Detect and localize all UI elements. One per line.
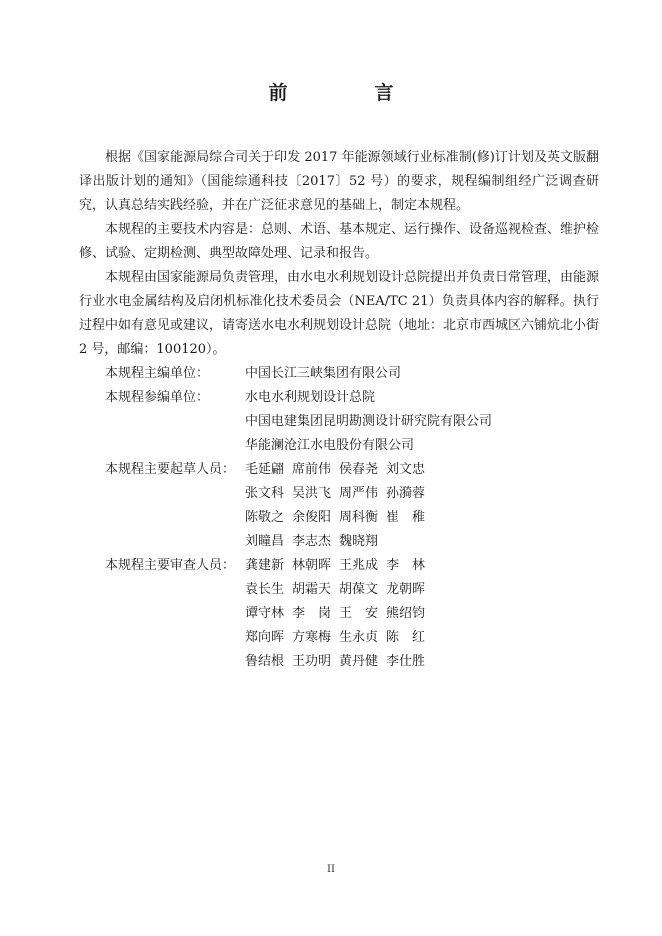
drafter-name: 孙漪蓉 [386, 486, 426, 501]
drafter-name: 余俊阳 [292, 510, 332, 525]
drafter-name: 魏晓翔 [339, 534, 379, 549]
reviewer-name: 龙朝晖 [386, 582, 426, 597]
reviewer-name: 熊绍钧 [386, 606, 426, 621]
drafters-section [79, 458, 599, 554]
drafter-name: 侯春尧 [339, 462, 379, 477]
reviewer-name: 王功明 [292, 654, 332, 669]
reviewers-label: 本规程主要审查人员： [105, 558, 236, 573]
drafter-name: 周科衡 [339, 510, 379, 525]
reviewer-name: 胡霜天 [292, 582, 332, 597]
reviewers-names [245, 554, 433, 674]
drafters-names [245, 458, 433, 554]
chief-editor-unit [79, 362, 599, 386]
chief-editor-units [245, 362, 401, 386]
participating-units [79, 386, 599, 458]
document-body [79, 146, 599, 674]
reviewer-name: 生永贞 [339, 630, 379, 645]
reviewers-section [79, 554, 599, 674]
drafter-name: 陈敬之 [245, 510, 285, 525]
drafters-label: 本规程主要起草人员： [105, 462, 236, 477]
drafter-name: 毛延翩 [245, 462, 285, 477]
reviewer-name: 谭守林 [245, 606, 285, 621]
reviewer-name: 鲁结根 [245, 654, 285, 669]
reviewer-name: 林朝晖 [292, 558, 332, 573]
page-title: 前 言 [268, 82, 428, 104]
drafter-name: 席前伟 [292, 462, 332, 477]
drafter-name: 周严伟 [339, 486, 379, 501]
drafter-name: 崔 稚 [386, 510, 426, 525]
reviewer-name: 黄丹健 [339, 654, 379, 669]
reviewer-name: 李 林 [386, 558, 426, 573]
participating-unit: 水电水利规划设计总院 [245, 390, 376, 405]
participating-units-label: 本规程参编单位： [105, 390, 210, 405]
reviewer-name: 袁长生 [245, 582, 285, 597]
reviewer-name: 王兆成 [339, 558, 379, 573]
drafter-name: 张文科 [245, 486, 285, 501]
drafter-name: 李志杰 [292, 534, 332, 549]
drafter-name: 刘瞳昌 [245, 534, 285, 549]
chief-editor-unit-name: 中国长江三峡集团有限公司 [245, 366, 402, 381]
reviewer-name: 陈 红 [386, 630, 426, 645]
page-number: II [327, 864, 335, 875]
reviewer-name: 王 安 [339, 606, 379, 621]
reviewer-name: 郑向晖 [245, 630, 285, 645]
reviewer-name: 胡葆文 [339, 582, 379, 597]
reviewer-name: 李 岗 [292, 606, 332, 621]
participating-unit: 中国电建集团昆明勘测设计研究院有限公司 [245, 414, 493, 429]
reviewer-name: 方寒梅 [292, 630, 332, 645]
drafter-name: 吴洪飞 [292, 486, 332, 501]
paragraph-technical-content: 本规程的主要技术内容是：总则、术语、基本规定、运行操作、设备巡视检查、维护检修、试验、定期检测、典型故障处理、记录和报告。 [79, 222, 600, 261]
chief-editor-label: 本规程主编单位： [105, 366, 210, 381]
participating-unit: 华能澜沧江水电股份有限公司 [245, 438, 415, 453]
participating-units-list [245, 386, 492, 458]
paragraph-basis: 根据《国家能源局综合司关于印发 2017 年能源领域行业标准制(修)订计划及英文版翻译出版计划的通知》（国能综通科技〔2017〕52 号）的要求，规程编制组经广泛调查研究，认真总结实践经验，并在广泛征求意见的基础上，制定本规程。 [79, 150, 599, 213]
drafter-name: 刘文忠 [386, 462, 426, 477]
reviewer-name: 李仕胜 [386, 654, 426, 669]
paragraph-management: 本规程由国家能源局负责管理，由水电水利规划设计总院提出并负责日常管理，由能源行业水电金属结构及启闭机标准化技术委员会（NEA/TC 21）负责具体内容的解释。执行过程中如有意见或建议，请寄送水电水利规划设计总院（地址：北京市西城区六铺炕北小街 2 号，邮编：100120）。 [79, 270, 600, 357]
reviewer-name: 龚建新 [245, 558, 285, 573]
